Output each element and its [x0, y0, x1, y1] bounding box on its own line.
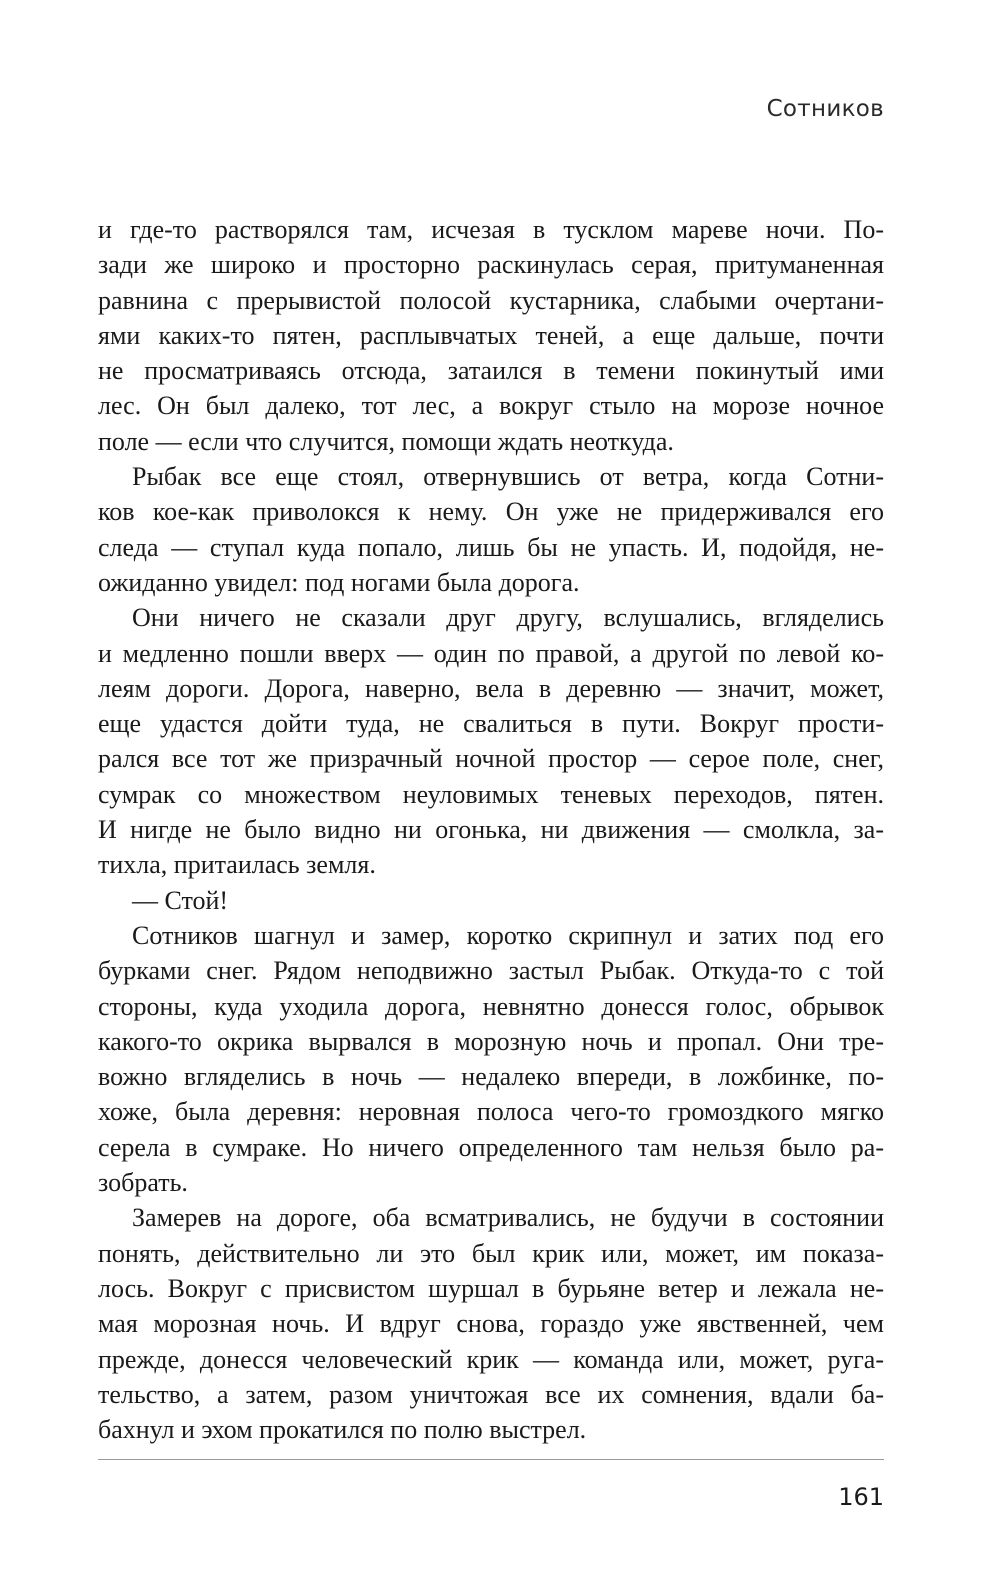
text-line: зади же широко и просторно раскинулась серая, притуманенная: [98, 250, 884, 280]
text-line: рался все тот же призрачный ночной простор — серое поле, снег,: [98, 744, 884, 774]
text-line: сумрак со множеством неуловимых теневых переходов, пятен.: [98, 779, 884, 809]
text-line: не просматриваясь отсюда, затаился в темени покинутый ими: [98, 356, 884, 386]
text-line: лось. Вокруг с присвистом шуршал в бурьяне ветер и лежала не-: [98, 1273, 884, 1303]
text-line: какого-то окрика вырвался в морозную ночь и пропал. Они тре-: [98, 1026, 884, 1056]
text-line: тельство, а затем, разом уничтожая все их сомнения, вдали ба-: [98, 1379, 884, 1409]
text-line: понять, действительно ли это был крик или, может, им показа-: [98, 1238, 884, 1268]
text-line: — Стой!: [132, 885, 229, 915]
text-line: ями каких-то пятен, расплывчатых теней, а еще дальше, почти: [98, 320, 884, 350]
text-line: И нигде не было видно ни огонька, ни движения — смолкла, за-: [98, 815, 884, 845]
text-line: Замерев на дороге, оба всматривались, не будучи в состоянии: [132, 1203, 884, 1233]
page-number: 161: [838, 1483, 884, 1511]
text-line: поле — если что случится, помощи ждать неоткуда.: [98, 426, 674, 456]
text-line: бахнул и эхом прокатился по полю выстрел.: [98, 1415, 587, 1445]
text-line: тихла, притаилась земля.: [98, 850, 376, 880]
text-line: леям дороги. Дорога, наверно, вела в деревню — значит, может,: [98, 673, 884, 703]
text-line: ожиданно увидел: под ногами была дорога.: [98, 567, 580, 597]
text-line: и медленно пошли вверх — один по правой, а другой по левой ко-: [98, 638, 884, 668]
running-head-title: Сотников: [766, 96, 884, 122]
text-line: ков кое-как приволокся к нему. Он уже не придерживался его: [98, 497, 884, 527]
text-line: и где-то растворялся там, исчезая в тусклом мареве ночи. По-: [98, 215, 884, 244]
text-line: еще удастся дойти туда, не свалиться в пути. Вокруг прости-: [98, 709, 884, 739]
text-line: лес. Он был далеко, тот лес, а вокруг стыло на морозе ночное: [98, 391, 884, 421]
footer-divider: [98, 1459, 884, 1460]
text-line: зобрать.: [98, 1168, 188, 1198]
text-line: стороны, куда уходила дорога, невнятно донесся голос, обрывок: [98, 991, 884, 1021]
text-line: следа — ступал куда попало, лишь бы не упасть. И, подойдя, не-: [98, 532, 884, 562]
text-line: Рыбак все еще стоял, отвернувшись от ветра, когда Сотни-: [132, 462, 884, 492]
text-line: равнина с прерывистой полосой кустарника, слабыми очертани-: [98, 285, 884, 315]
text-line: бурками снег. Рядом неподвижно застыл Рыбак. Откуда-то с той: [98, 956, 884, 986]
text-line: мая морозная ночь. И вдруг снова, гораздо уже явственней, чем: [98, 1309, 884, 1339]
text-line: Сотников шагнул и замер, коротко скрипнул и затих под его: [132, 920, 884, 950]
text-line: хоже, была деревня: неровная полоса чего-то громоздкого мягко: [98, 1097, 884, 1127]
text-line: серела в сумраке. Но ничего определенного там нельзя было ра-: [98, 1132, 884, 1162]
text-line: вожно вгляделись в ночь — недалеко впереди, в ложбинке, по-: [98, 1062, 884, 1092]
text-line: Они ничего не сказали друг другу, вслушались, вгляделись: [132, 603, 884, 633]
text-line: прежде, донесся человеческий крик — команда или, может, руга-: [98, 1344, 884, 1374]
body-text: [98, 212, 884, 1447]
